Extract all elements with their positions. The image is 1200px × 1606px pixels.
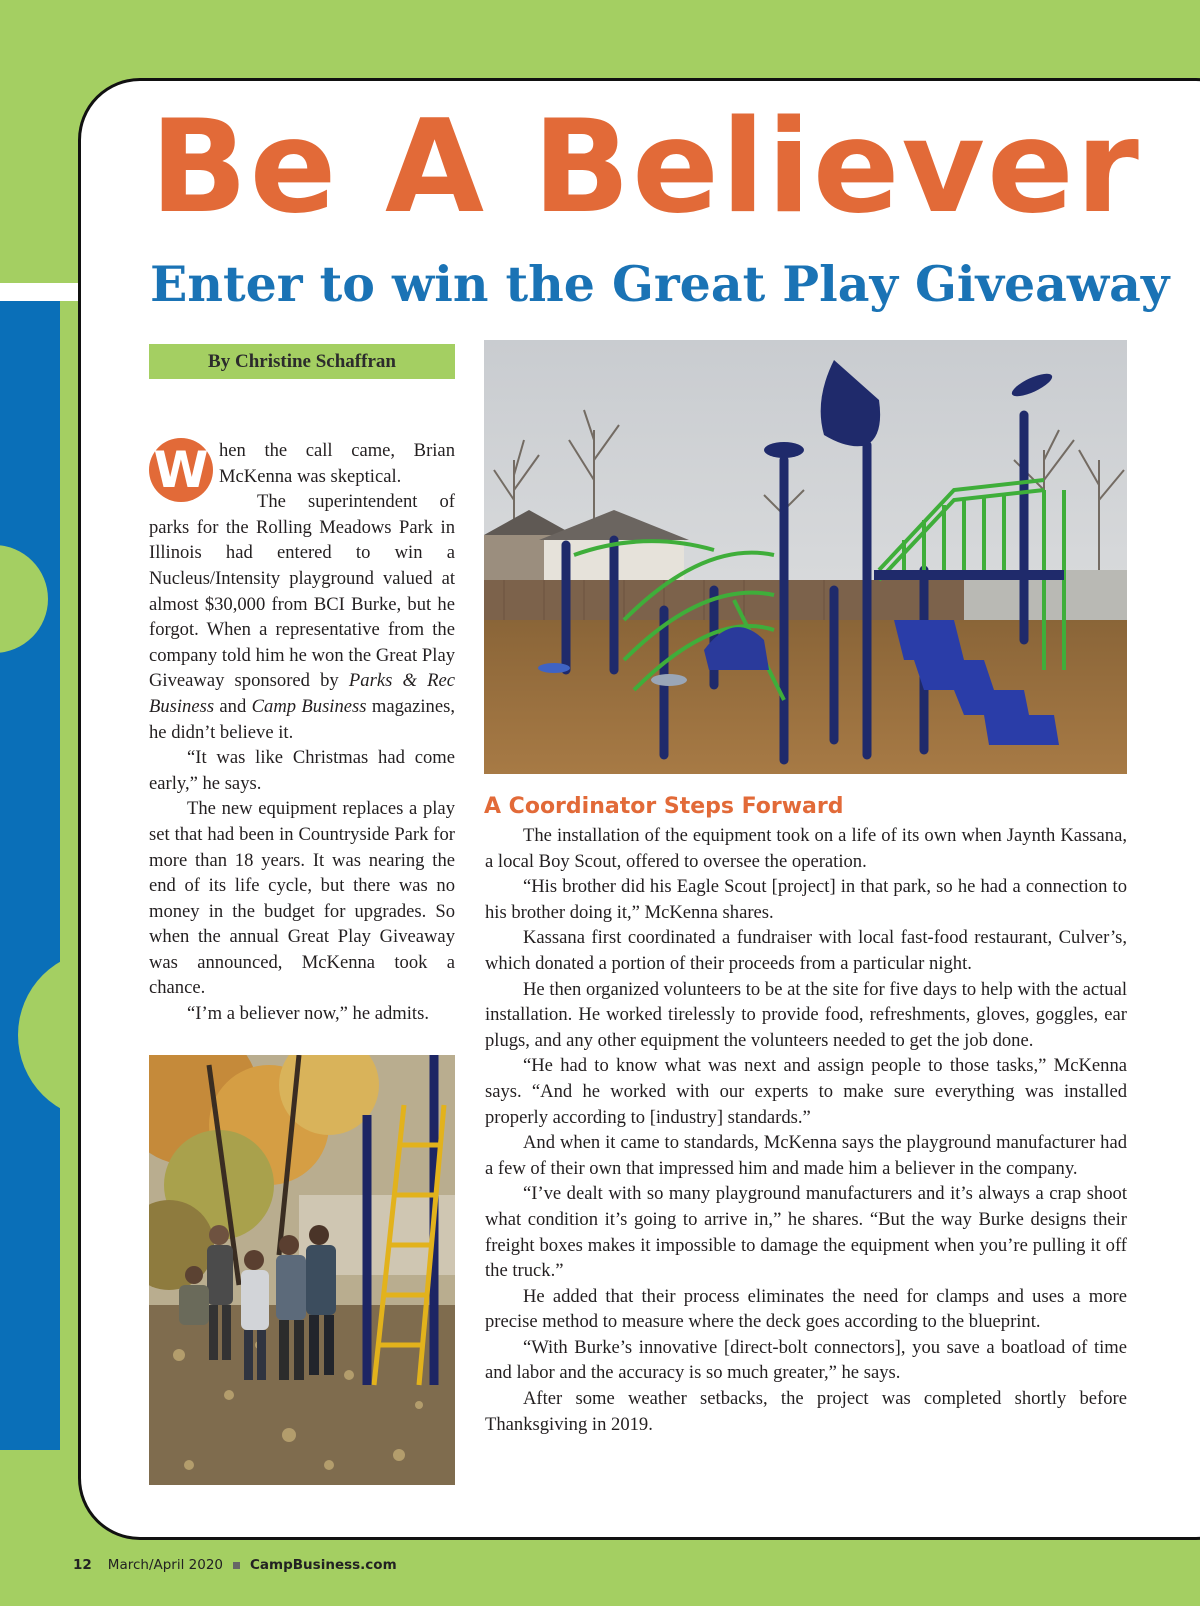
paragraph: The superintendent of parks for the Rolling Meadows Park in Illinois had entered to win a Nucleus/Intensity playground valued at almost $30,000 from BCI Burke, but he forgot. When a representative from the company told him he won the Great Play Giveaway sponsored by Parks & Rec Business and Camp Business magazines, he didn’t believe it. — [149, 491, 455, 743]
magazine-name: Camp Business — [251, 695, 367, 717]
paragraph: “With Burke’s innovative [direct-bolt connectors], you save a boatload of time and labor and the accuracy is so much greater,” he says. — [485, 1336, 1127, 1384]
paragraph: And when it came to standards, McKenna says the playground manufacturer had a few of their own that impressed him and made him a believer in the company. — [485, 1132, 1127, 1179]
paragraph: He added that their process eliminates the need for clamps and uses a more precise method to measure where the deck goes according to the blueprint. — [485, 1285, 1127, 1333]
paragraph: “I’ve dealt with so many playground manufacturers and it’s always a crap shoot what condition it’s going to arrive in,” he shares. “But the way Burke designs their freight boxes makes it impossible to damage the equipment when you’re pulling it off the truck.” — [485, 1183, 1127, 1282]
magazine-name: Parks & Rec Business — [149, 670, 455, 717]
paragraph: After some weather setbacks, the project was completed shortly before Thanksgiving in 2019. — [485, 1388, 1127, 1435]
section-heading: A Coordinator Steps Forward — [484, 794, 844, 819]
page-number: 12 — [73, 1557, 92, 1573]
decorative-blue-band — [0, 300, 60, 1450]
paragraph: “It was like Christmas had come early,” he says. — [149, 747, 455, 794]
paragraph: “His brother did his Eagle Scout [project] in that park, so he had a connection to his brother doing it,” McKenna shares. — [485, 876, 1127, 923]
issue-date: March/April 2020 — [107, 1557, 224, 1573]
paragraph: He then organized volunteers to be at the site for five days to help with the actual installation. He worked tirelessly to provide food, refreshments, gloves, goggles, ear plugs, and any other equipment the volunteers needed to get the job done. — [485, 978, 1127, 1051]
drop-cap: W — [149, 438, 213, 502]
paragraph: “I’m a believer now,” he admits. — [187, 1003, 429, 1025]
volunteers-photo — [149, 1055, 455, 1485]
left-column — [149, 438, 455, 1027]
paragraph: W hen the call came, Brian McKenna was skeptical. — [149, 438, 455, 489]
separator-square-icon — [233, 1562, 240, 1569]
article-title: Be A Believer — [150, 93, 1141, 242]
paragraph: “He had to know what was next and assign people to those tasks,” McKenna says. “And he worked with our experts to make sure everything was installed properly according to [industry] standards.” — [485, 1055, 1127, 1128]
paragraph: The new equipment replaces a play set that had been in Countryside Park for more than 18 years. It was nearing the end of its life cycle, but there was no money in the budget for upgrades. So when the annual Great Play Giveaway was announced, McKenna took a chance. — [149, 798, 455, 999]
playground-photo — [484, 340, 1127, 774]
byline: By Christine Schaffran — [149, 344, 455, 379]
paragraph: Kassana first coordinated a fundraiser with local fast-food restaurant, Culver’s, which donated a portion of their proceeds from a particular night. — [485, 927, 1127, 974]
article-subtitle: Enter to win the Great Play Giveaway — [150, 255, 1170, 313]
right-column — [485, 823, 1127, 1437]
paragraph: The installation of the equipment took on a life of its own when Jaynth Kassana, a local Boy Scout, offered to oversee the operation. — [485, 825, 1127, 872]
website-name: CampBusiness.com — [250, 1557, 397, 1573]
page-footer — [73, 1557, 397, 1573]
